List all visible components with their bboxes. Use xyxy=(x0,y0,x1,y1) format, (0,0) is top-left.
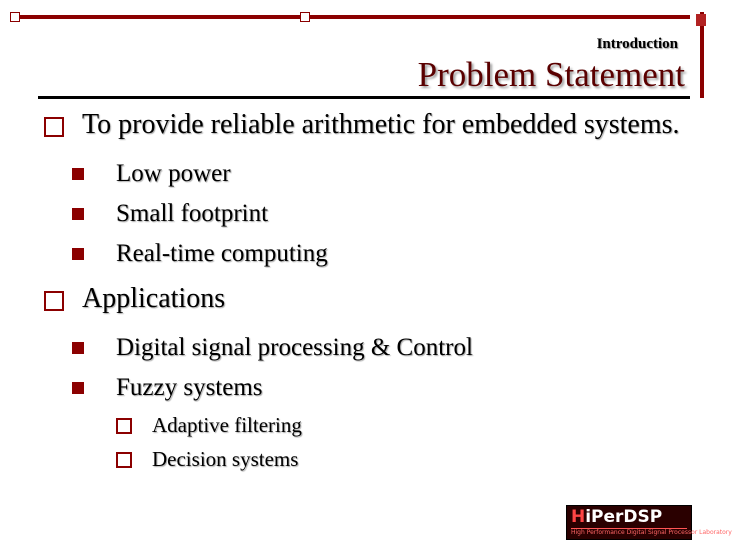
square-bullet-icon xyxy=(72,168,84,180)
sub-bullet-text: Real-time computing xyxy=(116,240,328,267)
bullet-text: To provide reliable arithmetic for embedded systems. xyxy=(82,109,680,140)
right-frame-decoration xyxy=(696,12,708,98)
logo-text: HiPerDSP xyxy=(571,507,663,527)
sub-bullet-item xyxy=(44,194,684,234)
sub-bullet-item xyxy=(44,234,684,274)
box-bullet-icon xyxy=(44,117,64,137)
top-frame-decoration xyxy=(10,12,696,22)
sub-sub-bullet-text: Decision systems xyxy=(152,447,299,471)
sub-bullet-text: Small footprint xyxy=(116,200,269,227)
sub-bullet-item xyxy=(44,154,684,194)
bullet-item xyxy=(44,108,684,142)
sub-sub-bullet-item xyxy=(44,442,684,476)
section-label: Introduction xyxy=(596,36,678,52)
sub-bullet-item xyxy=(44,368,684,408)
sub-bullet-item xyxy=(44,328,684,368)
sub-bullet-text: Digital signal processing & Control xyxy=(116,334,473,361)
hiperdsp-logo xyxy=(566,505,732,540)
box-bullet-icon xyxy=(44,291,64,311)
square-bullet-icon xyxy=(72,248,84,260)
square-bullet-icon xyxy=(72,342,84,354)
sub-bullet-text: Fuzzy systems xyxy=(116,374,263,401)
slide-title: Problem Statement xyxy=(417,55,685,94)
checkbox-bullet-icon xyxy=(116,452,132,468)
square-bullet-icon xyxy=(72,208,84,220)
bullet-item xyxy=(44,282,684,316)
sub-bullet-text: Low power xyxy=(116,160,231,187)
title-divider xyxy=(38,96,690,99)
sub-sub-bullet-text: Adaptive filtering xyxy=(152,413,302,437)
slide-content xyxy=(44,108,684,476)
square-bullet-icon xyxy=(72,382,84,394)
bullet-text: Applications xyxy=(82,283,226,314)
sub-sub-bullet-item xyxy=(44,408,684,442)
logo-tagline: High Performance Digital Signal Processor Laboratory xyxy=(571,529,732,536)
checkbox-bullet-icon xyxy=(116,418,132,434)
